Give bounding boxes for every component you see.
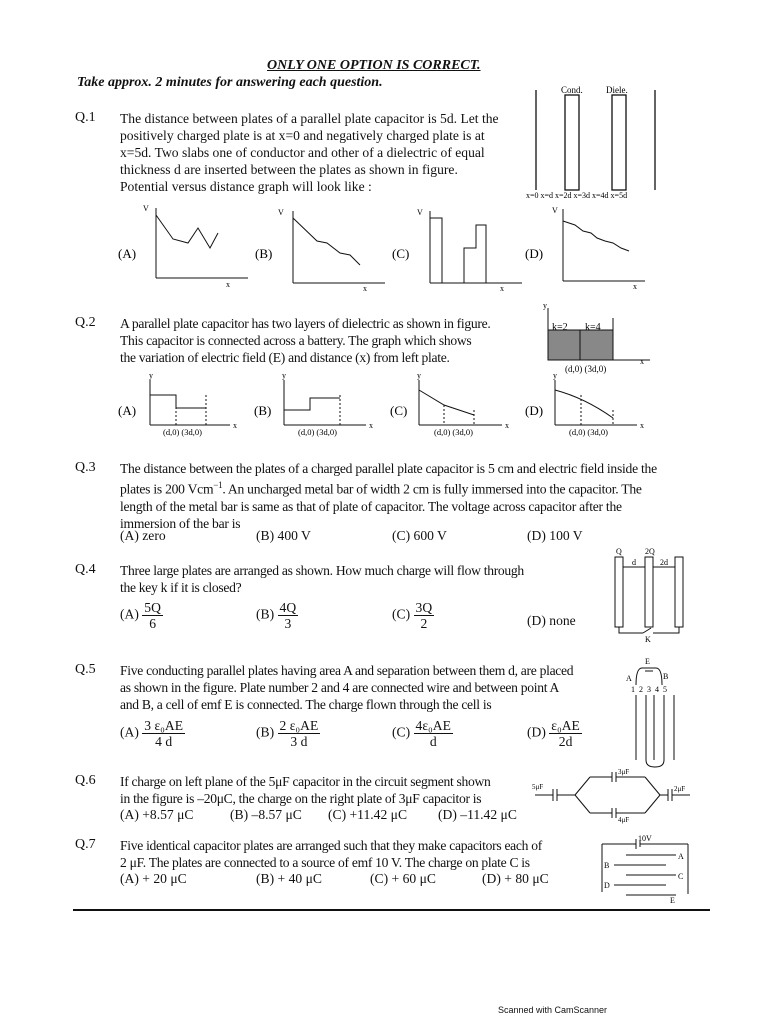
svg-text:V: V [552, 206, 558, 215]
q5-option-d: (D) $\frac{\text{ε₀AE}}{2d}$ [527, 718, 580, 749]
svg-text:E: E [645, 657, 650, 666]
q2-line-3: the variation of electric field (E) and distance (x) from left plate. [120, 350, 450, 365]
q6-circuit-figure [530, 765, 710, 825]
q4-option-b: (B) $\frac{4Q}{3}$ [256, 600, 297, 631]
svg-text:V: V [143, 204, 149, 213]
q4-option-a: (A) $\frac{5Q}{6}$ [120, 600, 161, 631]
svg-text:d: d [632, 558, 636, 567]
q1-fig-diele-label: Diele. [606, 85, 628, 95]
q2-option-b: (B) [254, 403, 272, 418]
svg-text:x: x [226, 280, 230, 289]
q4-option-d: (D) none [527, 613, 576, 628]
q3-line-3: length of the metal bar is same as that of plate of capacitor. The voltage across capacitor after the [120, 498, 622, 514]
q1-line-1: The distance between plates of a parallel plate capacitor is 5d. Let the [120, 111, 499, 126]
q2-line-2: This capacitor is connected across a battery. The graph which shows [120, 333, 472, 348]
q1-fig-x-labels: x=0 x=d x=2d x=3d x=4d x=5d [526, 191, 628, 200]
q2-option-c: (C) [390, 403, 408, 418]
page-title: ONLY ONE OPTION IS CORRECT. [267, 58, 481, 73]
q5-text [120, 662, 620, 713]
svg-text:10V: 10V [638, 834, 652, 843]
svg-text:5μF: 5μF [532, 783, 544, 791]
svg-text:x: x [500, 284, 504, 293]
q7-option-b: (B) + 40 μC [256, 871, 322, 886]
q5-option-b: (B) $\frac{\text{2 ε₀AE}}{3 d}$ [256, 718, 319, 749]
svg-text:3μF: 3μF [618, 768, 630, 776]
bottom-rule [73, 909, 710, 911]
q1-line-5: Potential versus distance graph will look like : [120, 179, 372, 194]
svg-text:V: V [417, 208, 423, 217]
svg-text:Q: Q [616, 547, 622, 556]
q4-text [120, 562, 580, 596]
q1-slab-figure [520, 80, 680, 205]
q7-number: Q.7 [75, 837, 96, 852]
svg-text:y: y [149, 371, 153, 380]
q6-line-2: in the figure is –20μC, the charge on the right plate of 3μF capacitor is [120, 791, 482, 806]
svg-text:A: A [626, 674, 632, 683]
q5-plates-figure [622, 655, 692, 770]
svg-text:2d: 2d [660, 558, 668, 567]
svg-text:(d,0) (3d,0): (d,0) (3d,0) [434, 427, 473, 437]
q5-line-3: and B, a cell of emf E is connected. The charge flown through the cell is [120, 697, 492, 712]
svg-text:A: A [678, 852, 684, 861]
q2-graph-b [254, 370, 384, 440]
q7-option-d: (D) + 80 μC [482, 871, 549, 886]
q7-plates-figure [596, 832, 696, 904]
q2-fig-ticks: (d,0) (3d,0) [565, 364, 607, 374]
svg-text:B: B [604, 861, 610, 870]
svg-text:y: y [282, 371, 286, 380]
q7-line-1: Five identical capacitor plates are arranged such that they make capacitors each of [120, 838, 542, 853]
q3-line-1: The distance between the plates of a charged parallel plate capacitor is 5 cm and electric field inside the [120, 461, 657, 476]
q3-option-a: (A) zero [120, 528, 166, 543]
q7-option-c: (C) + 60 μC [370, 871, 436, 886]
q5-line-1: Five conducting parallel plates having area A and separation between them d, are placed [120, 663, 574, 678]
svg-text:1 2 3 4 5: 1 2 3 4 5 [631, 685, 668, 694]
svg-text:x: x [233, 421, 237, 430]
q4-line-1: Three large plates are arranged as shown. How much charge will flow through [120, 563, 524, 578]
q3-option-c: (C) 600 V [392, 528, 447, 543]
svg-text:B: B [663, 672, 669, 681]
q3-text [120, 460, 700, 532]
q1-option-b: (B) [255, 246, 273, 261]
q3-line-4: immersion of the bar is [120, 515, 241, 531]
svg-text:(d,0) (3d,0): (d,0) (3d,0) [569, 427, 608, 437]
q3-option-d: (D) 100 V [527, 528, 583, 543]
q2-graph-c [390, 370, 520, 440]
q5-option-c: (C) $\frac{\text{4ε₀AE}}{d}$ [392, 718, 451, 749]
q1-graph-c [392, 203, 532, 293]
q2-fig-k1: k=2 [552, 322, 568, 333]
q1-option-d: (D) [525, 246, 544, 261]
q3-number: Q.3 [75, 460, 96, 475]
svg-text:x: x [640, 421, 644, 430]
q1-graph-d [525, 203, 665, 293]
q1-line-3: x=5d. Two slabs one of conductor and other of a dielectric of equal [120, 145, 485, 160]
svg-text:y: y [417, 371, 421, 380]
q6-option-d: (D) –11.42 μC [438, 807, 517, 822]
q4-line-2: the key k if it is closed? [120, 580, 242, 595]
q1-line-4: thickness d are inserted between the plates as shown in figure. [120, 162, 458, 177]
q1-line-2: positively charged plate is at x=0 and negatively charged plate is at [120, 128, 485, 143]
q6-line-1: If charge on left plane of the 5μF capacitor in the circuit segment shown [120, 774, 491, 789]
q5-option-a: (A) $\frac{\text{3 ε₀AE}}{4 d}$ [120, 718, 184, 749]
svg-text:y: y [543, 301, 547, 310]
svg-text:(d,0) (3d,0): (d,0) (3d,0) [298, 427, 337, 437]
q5-line-2: as shown in the figure. Plate number 2 and 4 are connected wire and between point A [120, 680, 560, 695]
q2-fig-k2: k=4 [585, 322, 601, 333]
q6-number: Q.6 [75, 773, 96, 788]
instruction: Take approx. 2 minutes for answering each question. [77, 75, 383, 90]
q2-dielectric-figure [540, 300, 660, 380]
svg-text:C: C [678, 872, 684, 881]
q2-text [120, 315, 540, 366]
q6-option-c: (C) +11.42 μC [328, 807, 408, 822]
q1-graph-b [255, 203, 395, 293]
q6-option-b: (B) –8.57 μC [230, 807, 302, 822]
q2-line-1: A parallel plate capacitor has two layers of dielectric as shown in figure. [120, 316, 491, 331]
q2-number: Q.2 [75, 315, 96, 330]
q1-fig-cond-label: Cond. [561, 85, 583, 95]
q3-option-b: (B) 400 V [256, 528, 311, 543]
svg-text:x: x [363, 284, 367, 293]
svg-text:x: x [369, 421, 373, 430]
svg-text:y: y [553, 371, 557, 380]
q5-number: Q.5 [75, 662, 96, 677]
q1-option-a: (A) [118, 246, 137, 261]
svg-text:x: x [633, 282, 637, 291]
q2-option-a: (A) [118, 403, 137, 418]
q2-graph-a [118, 370, 248, 440]
svg-text:x: x [640, 357, 644, 366]
q3-line-2: plates is 200 Vcm$^{-1}$. An uncharged metal bar of width 2 cm is fully immersed into the capacitor. The [120, 480, 642, 497]
q7-line-2: 2 μF. The plates are connected to a source of emf 10 V. The charge on plate C is [120, 855, 530, 870]
q2-option-d: (D) [525, 403, 544, 418]
q4-number: Q.4 [75, 562, 96, 577]
q1-graph-a [118, 203, 258, 293]
svg-text:2Q: 2Q [645, 547, 655, 556]
svg-text:2μF: 2μF [674, 785, 686, 793]
q7-text [120, 837, 600, 871]
q4-plates-figure [605, 545, 705, 645]
q1-text [120, 110, 520, 195]
svg-text:K: K [645, 635, 651, 644]
q2-graph-d [525, 370, 655, 440]
svg-text:4μF: 4μF [618, 816, 630, 824]
q7-option-a: (A) + 20 μC [120, 871, 187, 886]
q4-option-c: (C) $\frac{3Q}{2}$ [392, 600, 433, 631]
svg-text:E: E [670, 896, 675, 905]
svg-text:(d,0) (3d,0): (d,0) (3d,0) [163, 427, 202, 437]
footer-watermark: Scanned with CamScanner [498, 1005, 608, 1015]
q6-text [120, 773, 530, 807]
q6-option-a: (A) +8.57 μC [120, 807, 194, 822]
svg-text:x: x [505, 421, 509, 430]
svg-text:D: D [604, 881, 610, 890]
q1-option-c: (C) [392, 246, 410, 261]
q1-number: Q.1 [75, 110, 96, 125]
svg-text:V: V [278, 208, 284, 217]
